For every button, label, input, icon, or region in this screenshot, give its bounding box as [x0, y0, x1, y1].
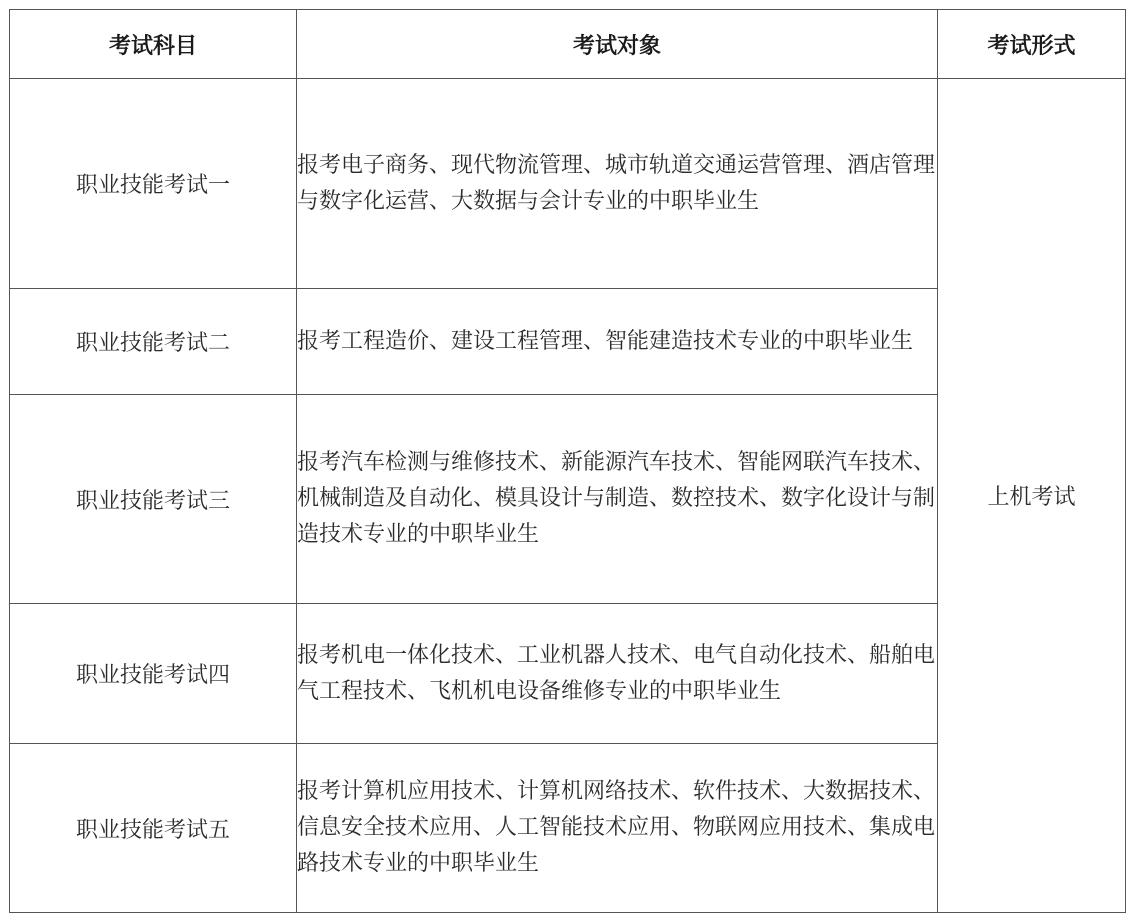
exam-table: [9, 9, 1126, 913]
subject-cell: 职业技能考试一: [10, 79, 297, 289]
subject-cell: 职业技能考试五: [10, 744, 297, 913]
header-target: 考试对象: [297, 10, 938, 79]
target-cell: 报考工程造价、建设工程管理、智能建造技术专业的中职毕业生: [297, 289, 938, 395]
table-header: [10, 10, 1126, 79]
subject-cell: 职业技能考试三: [10, 395, 297, 604]
header-format: 考试形式: [938, 10, 1126, 79]
header-subject: 考试科目: [10, 10, 297, 79]
format-cell: 上机考试: [938, 79, 1126, 913]
header-row: [10, 10, 1126, 79]
target-cell: 报考电子商务、现代物流管理、城市轨道交通运营管理、酒店管理与数字化运营、大数据与会计专业的中职毕业生: [297, 79, 938, 289]
subject-cell: 职业技能考试二: [10, 289, 297, 395]
table-row: [10, 79, 1126, 289]
table-body: [10, 79, 1126, 913]
target-cell: 报考汽车检测与维修技术、新能源汽车技术、智能网联汽车技术、机械制造及自动化、模具设计与制造、数控技术、数字化设计与制造技术专业的中职毕业生: [297, 395, 938, 604]
target-cell: 报考机电一体化技术、工业机器人技术、电气自动化技术、船舶电气工程技术、飞机机电设备维修专业的中职毕业生: [297, 604, 938, 744]
target-cell: 报考计算机应用技术、计算机网络技术、软件技术、大数据技术、信息安全技术应用、人工智能技术应用、物联网应用技术、集成电路技术专业的中职毕业生: [297, 744, 938, 913]
subject-cell: 职业技能考试四: [10, 604, 297, 744]
